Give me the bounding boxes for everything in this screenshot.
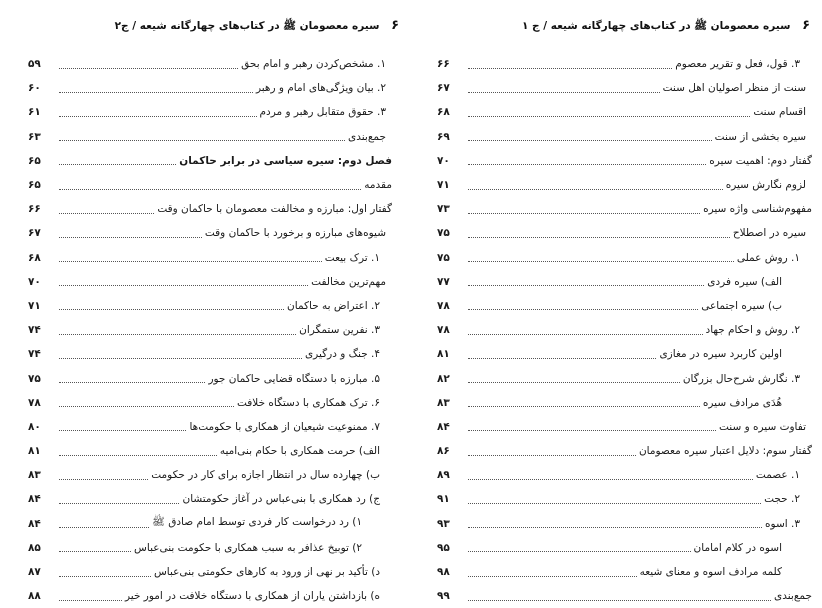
dot-leader <box>468 430 716 431</box>
running-title: سیره معصومان ﷺ در کتاب‌های چهارگانه شیعه / ج۲ <box>114 20 380 32</box>
toc-entry-title: جمع‌بندی <box>774 590 812 603</box>
toc-entry-title: الف) سیره فردی <box>707 275 782 288</box>
dot-leader <box>468 334 703 335</box>
toc-entry-title: هُدَی مرادف سیره <box>702 396 782 409</box>
toc-entry[interactable] <box>437 536 812 560</box>
toc-entry-page-number: ۸۱ <box>437 348 450 361</box>
dot-leader <box>468 309 698 310</box>
toc-entry-page-number: ۷۱ <box>437 179 450 192</box>
toc-entry-title: تفاوت سیره و سنت <box>718 420 806 433</box>
toc-entry[interactable] <box>28 487 392 511</box>
toc-entry[interactable] <box>437 584 812 608</box>
toc-entry[interactable] <box>28 584 392 608</box>
toc-entry-title: ۵. مبارزه با دستگاه قضایی حاکمان جور <box>208 372 380 385</box>
toc-entry-title: گفتار دوم: اهمیت سیره <box>709 154 812 167</box>
toc-entry-title: ۲. روش و احکام جهاد <box>705 324 800 337</box>
toc-entry[interactable] <box>28 342 392 366</box>
toc-entry-page-number: ۸۶ <box>437 445 450 458</box>
toc-entry-title: ۲. بیان ویژگی‌های امام و رهبر <box>255 82 386 95</box>
dot-leader <box>468 576 637 577</box>
toc-entry[interactable] <box>437 415 812 439</box>
toc-entry-title: ۳. نگارش شرح‌حال بزرگان <box>682 372 800 385</box>
toc-entry-title: جمع‌بندی <box>348 130 386 143</box>
dot-leader <box>59 164 176 165</box>
dot-leader <box>468 92 660 93</box>
toc-entry[interactable] <box>437 52 812 76</box>
dot-leader <box>59 527 149 528</box>
toc-entry-page-number: ۶۱ <box>28 106 41 119</box>
dot-leader <box>59 285 308 286</box>
dot-leader <box>59 455 217 456</box>
toc-entry-page-number: ۶۳ <box>28 130 41 143</box>
toc-entry-page-number: ۸۳ <box>28 469 41 482</box>
dot-leader <box>468 285 704 286</box>
toc-entry[interactable] <box>28 415 392 439</box>
toc-entry-page-number: ۷۰ <box>28 275 41 288</box>
toc-entry[interactable] <box>28 221 392 245</box>
toc-entry-title: گفتار سوم: دلایل اعتبار سیره معصومان <box>638 445 812 458</box>
table-of-contents-right <box>437 52 812 608</box>
toc-entry-title: اولین کاربرد سیره در مغازی <box>659 348 782 361</box>
dot-leader <box>59 551 131 552</box>
dot-leader <box>59 237 202 238</box>
toc-entry-page-number: ۶۰ <box>28 82 41 95</box>
toc-entry-page-number: ۷۱ <box>28 299 41 312</box>
dot-leader <box>59 116 257 117</box>
toc-entry-page-number: ۶۵ <box>28 179 41 192</box>
toc-entry[interactable] <box>28 197 392 221</box>
toc-entry[interactable] <box>28 76 392 100</box>
dot-leader <box>468 455 636 456</box>
toc-entry[interactable] <box>437 487 812 511</box>
toc-entry-page-number: ۹۹ <box>437 590 450 603</box>
toc-entry[interactable] <box>28 318 392 342</box>
toc-entry-page-number: ۸۳ <box>437 396 450 409</box>
dot-leader <box>468 116 750 117</box>
dot-leader <box>468 237 730 238</box>
toc-entry-page-number: ۷۷ <box>437 275 450 288</box>
dot-leader <box>59 261 322 262</box>
toc-entry-title: مقدمه <box>364 179 392 192</box>
toc-entry-title: کلمه مرادف اسوه و معنای شیعه <box>639 566 782 579</box>
toc-entry-page-number: ۶۷ <box>437 82 450 95</box>
dot-leader <box>468 213 700 214</box>
dot-leader <box>468 503 761 504</box>
toc-entry-title: ب) سیره اجتماعی <box>701 299 782 312</box>
toc-entry-page-number: ۸۱ <box>28 445 41 458</box>
right-page-header <box>522 18 810 35</box>
toc-entry-title: ۳. اسوه <box>765 517 800 530</box>
toc-entry-page-number: ۸۲ <box>437 372 450 385</box>
toc-entry[interactable] <box>28 294 392 318</box>
toc-entry-title: ج) رد همکاری با بنی‌عباس در آغاز حکومتشان <box>182 493 380 506</box>
toc-entry-title: مفهوم‌شناسی واژه سیره <box>703 203 812 216</box>
toc-entry-title: گفتار اول: مبارزه و مخالفت معصومان با حاکمان وقت <box>157 203 392 216</box>
toc-entry-page-number: ۷۸ <box>28 396 41 409</box>
toc-entry-title: ۳. قول، فعل و تقریر معصوم <box>675 58 800 71</box>
toc-entry[interactable] <box>28 100 392 124</box>
dot-leader <box>59 213 154 214</box>
dot-leader <box>59 309 284 310</box>
toc-entry-title: ب) چهارده سال در انتظار اجازه برای کار در حکومت <box>151 469 380 482</box>
toc-entry[interactable] <box>28 391 392 415</box>
toc-entry-title: ۱. ترک بیعت <box>324 251 380 264</box>
dot-leader <box>468 140 712 141</box>
toc-entry-page-number: ۸۴ <box>437 420 450 433</box>
toc-entry-page-number: ۷۸ <box>437 299 450 312</box>
toc-entry-page-number: ۷۴ <box>28 324 41 337</box>
toc-entry-title: ۶. ترک همکاری با دستگاه خلافت <box>236 396 380 409</box>
dot-leader <box>468 189 723 190</box>
toc-entry[interactable] <box>28 246 392 270</box>
toc-entry[interactable] <box>437 149 812 173</box>
toc-entry-page-number: ۸۸ <box>28 590 41 603</box>
toc-entry-page-number: ۵۹ <box>28 58 41 71</box>
dot-leader <box>59 576 151 577</box>
toc-entry-page-number: ۶۹ <box>437 130 450 143</box>
dot-leader <box>468 261 734 262</box>
toc-entry[interactable] <box>437 246 812 270</box>
toc-entry-title: سیره در اصطلاح <box>732 227 806 240</box>
toc-entry-page-number: ۹۸ <box>437 566 450 579</box>
toc-entry-title: اقسام سنت <box>753 106 806 119</box>
toc-entry-title: ه) بازداشتن یاران از همکاری با دستگاه خلافت در امور خیر <box>124 590 380 603</box>
toc-entry[interactable] <box>28 125 392 149</box>
toc-entry[interactable] <box>437 463 812 487</box>
dot-leader <box>59 189 361 190</box>
toc-entry-page-number: ۷۰ <box>437 154 450 167</box>
toc-entry[interactable] <box>437 318 812 342</box>
toc-entry[interactable] <box>28 366 392 390</box>
toc-entry-title: الف) حرمت همکاری با حکام بنی‌امیه <box>219 445 380 458</box>
toc-entry-page-number: ۶۶ <box>437 58 450 71</box>
dot-leader <box>59 68 238 69</box>
toc-entry[interactable] <box>437 221 812 245</box>
toc-entry-page-number: ۸۴ <box>28 517 41 530</box>
toc-entry-title: ۱. روش عملی <box>736 251 800 264</box>
left-page <box>0 0 411 601</box>
toc-entry[interactable] <box>437 560 812 584</box>
toc-entry-title: فصل دوم: سیره سیاسی در برابر حاکمان <box>179 154 392 167</box>
toc-entry-page-number: ۸۵ <box>28 541 41 554</box>
toc-entry[interactable] <box>437 270 812 294</box>
toc-entry-title: مهم‌ترین مخالفت <box>311 275 386 288</box>
toc-entry[interactable] <box>437 366 812 390</box>
toc-entry-title: ۱. عصمت <box>755 469 800 482</box>
toc-entry-page-number: ۶۵ <box>28 154 41 167</box>
toc-entry-title: ۲. اعتراض به حاکمان <box>287 299 380 312</box>
toc-entry[interactable] <box>28 536 392 560</box>
dot-leader <box>59 503 179 504</box>
toc-entry-page-number: ۸۷ <box>28 566 41 579</box>
toc-entry-title: لزوم نگارش سیره <box>725 179 806 192</box>
toc-entry[interactable] <box>28 173 392 197</box>
toc-entry-title: ۱) رد درخواست کار فردی توسط امام صادق ﷺ <box>152 516 362 529</box>
dot-leader <box>468 479 753 480</box>
toc-entry-page-number: ۷۵ <box>437 227 450 240</box>
toc-entry[interactable] <box>437 100 812 124</box>
toc-entry[interactable] <box>28 270 392 294</box>
toc-entry[interactable] <box>28 149 392 173</box>
toc-entry[interactable] <box>437 439 812 463</box>
dot-leader <box>59 479 148 480</box>
toc-entry[interactable] <box>437 391 812 415</box>
toc-entry-title: د) تأکید بر نهی از ورود به کارهای حکومتی بنی‌عباس <box>153 566 380 579</box>
dot-leader <box>468 406 700 407</box>
toc-entry-page-number: ۷۸ <box>437 324 450 337</box>
toc-entry-title: ۳. حقوق متقابل رهبر و مردم <box>259 106 386 119</box>
dot-leader <box>59 358 302 359</box>
toc-entry-page-number: ۷۴ <box>28 348 41 361</box>
toc-entry-title: شیوه‌های مبارزه و برخورد با حاکمان وقت <box>204 227 386 240</box>
dot-leader <box>59 406 234 407</box>
toc-entry[interactable] <box>28 512 392 536</box>
toc-entry-page-number: ۶۸ <box>437 106 450 119</box>
toc-entry[interactable] <box>437 342 812 366</box>
running-title: سیره معصومان ﷺ در کتاب‌های چهارگانه شیعه / ج ۱ <box>521 20 791 32</box>
toc-entry[interactable] <box>437 125 812 149</box>
dot-leader <box>468 527 762 528</box>
toc-entry-page-number: ۷۵ <box>28 372 41 385</box>
toc-entry[interactable] <box>437 512 812 536</box>
toc-entry[interactable] <box>28 560 392 584</box>
toc-entry-page-number: ۷۳ <box>437 203 450 216</box>
toc-entry[interactable] <box>437 76 812 100</box>
toc-entry-page-number: ۶۸ <box>28 251 41 264</box>
toc-entry-page-number: ۸۹ <box>437 469 450 482</box>
toc-entry[interactable] <box>437 294 812 318</box>
toc-entry-title: ۷. ممنوعیت شیعیان از همکاری با حکومت‌ها <box>189 420 380 433</box>
dot-leader <box>59 382 205 383</box>
toc-entry-title: ۱. مشخص‌کردن رهبر و امام بحق <box>241 58 386 71</box>
toc-entry-page-number: ۶۶ <box>28 203 41 216</box>
toc-entry-page-number: ۸۴ <box>28 493 41 506</box>
toc-entry-title: ۴. جنگ و درگیری <box>304 348 380 361</box>
dot-leader <box>468 68 672 69</box>
toc-entry[interactable] <box>28 439 392 463</box>
toc-entry-page-number: ۹۵ <box>437 541 450 554</box>
toc-entry-title: ۳. نفرین ستمگران <box>299 324 380 337</box>
toc-entry-title: سنت از منظر اصولیان اهل سنت <box>662 82 806 95</box>
dot-leader <box>468 382 680 383</box>
toc-entry-page-number: ۷۵ <box>437 251 450 264</box>
toc-entry-page-number: ۹۳ <box>437 517 450 530</box>
toc-entry-page-number: ۹۱ <box>437 493 450 506</box>
dot-leader <box>59 140 345 141</box>
toc-entry-title: ۲. حجت <box>764 493 800 506</box>
toc-entry[interactable] <box>28 52 392 76</box>
toc-entry-page-number: ۶۷ <box>28 227 41 240</box>
toc-entry-title: اسوه در کلام امامان <box>693 541 782 554</box>
left-page-header <box>115 18 399 35</box>
dot-leader <box>468 358 656 359</box>
page-number: ۶ <box>391 18 399 33</box>
toc-entry[interactable] <box>437 173 812 197</box>
toc-entry-page-number: ۸۰ <box>28 420 41 433</box>
toc-entry-title: سیره بخشی از سنت <box>714 130 806 143</box>
toc-entry[interactable] <box>437 197 812 221</box>
right-page <box>411 0 822 601</box>
page-number: ۶ <box>802 18 810 33</box>
dot-leader <box>59 92 253 93</box>
dot-leader <box>468 164 706 165</box>
table-of-contents-left <box>28 52 392 608</box>
dot-leader <box>468 551 691 552</box>
dot-leader <box>59 430 186 431</box>
toc-entry[interactable] <box>28 463 392 487</box>
dot-leader <box>59 334 296 335</box>
toc-entry-title: ۲) توبیخ عذافر به سبب همکاری با حکومت بنی‌عباس <box>134 541 362 554</box>
